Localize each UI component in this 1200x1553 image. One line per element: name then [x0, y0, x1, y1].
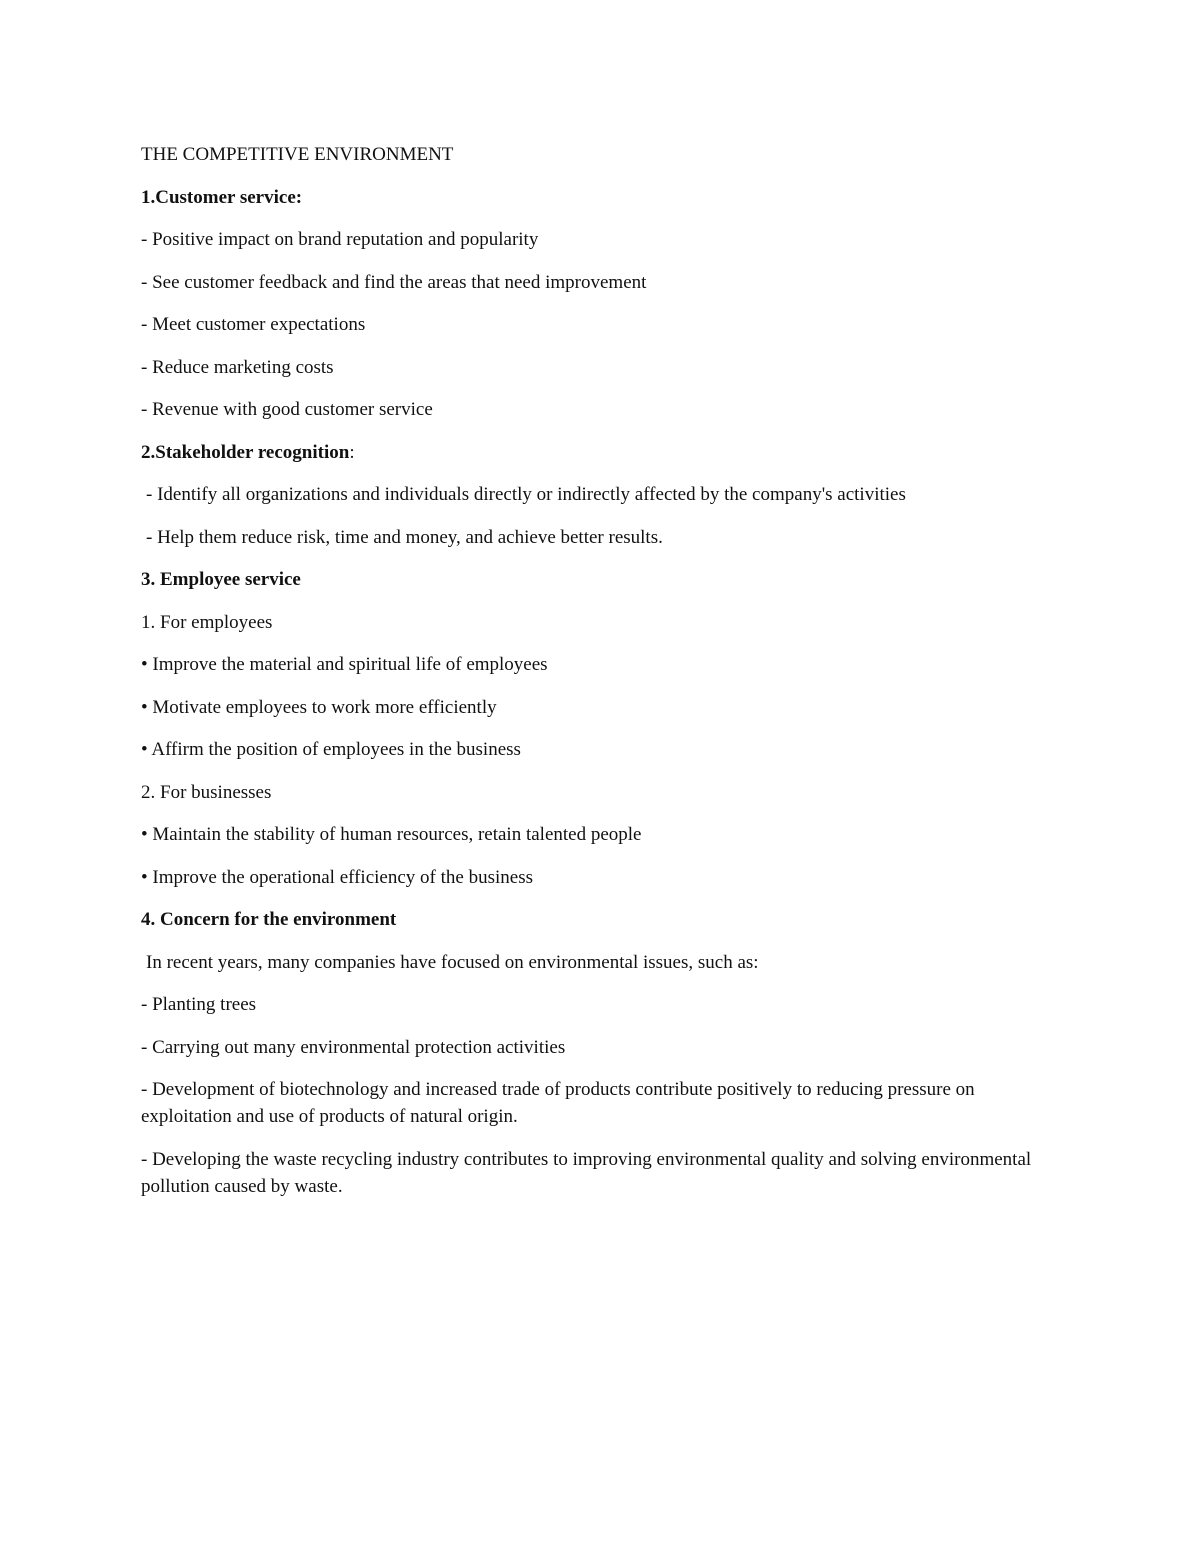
section-heading-employee-service: 3. Employee service: [141, 569, 301, 590]
bullet-item: • Motivate employees to work more efficiently: [141, 696, 497, 718]
section-heading-colon: :: [349, 441, 355, 463]
list-item: - Meet customer expectations: [141, 314, 366, 335]
list-item: - Planting trees: [141, 994, 257, 1015]
list-item: - Development of biotechnology and increased trade of products contribute positively to reducing pressure on exploitation and use of products of natural origin.: [141, 1079, 975, 1127]
section-intro: In recent years, many companies have focused on environmental issues, such as:: [146, 951, 759, 973]
list-item: - Developing the waste recycling industry contributes to improving environmental quality and solving environmental pollution caused by waste.: [141, 1148, 1032, 1197]
list-item: - See customer feedback and find the areas that need improvement: [141, 271, 647, 293]
document-title: THE COMPETITIVE ENVIRONMENT: [141, 144, 454, 165]
list-item: - Reduce marketing costs: [141, 356, 334, 378]
list-item: - Help them reduce risk, time and money, and achieve better results.: [146, 526, 663, 548]
list-item: - Carrying out many environmental protection activities: [141, 1036, 566, 1058]
subheading-for-businesses: 2. For businesses: [141, 781, 272, 803]
section-heading-bold: 2.Stakeholder recognition: [141, 441, 350, 463]
document-body: [141, 141, 1041, 1215]
section-heading-customer-service: 1.Customer service:: [141, 186, 303, 208]
bullet-item: • Affirm the position of employees in the business: [141, 739, 521, 760]
subheading-for-employees: 1. For employees: [141, 611, 273, 633]
section-heading-stakeholder-recognition: [141, 439, 1041, 466]
bullet-item: • Maintain the stability of human resources, retain talented people: [141, 824, 642, 845]
bullet-item: • Improve the material and spiritual life of employees: [141, 654, 548, 675]
list-item: - Revenue with good customer service: [141, 399, 433, 420]
section-heading-environment: 4. Concern for the environment: [141, 909, 397, 930]
list-item: - Positive impact on brand reputation and popularity: [141, 229, 539, 250]
list-item: - Identify all organizations and individuals directly or indirectly affected by the company's activities: [146, 484, 906, 505]
bullet-item: • Improve the operational efficiency of the business: [141, 866, 533, 888]
